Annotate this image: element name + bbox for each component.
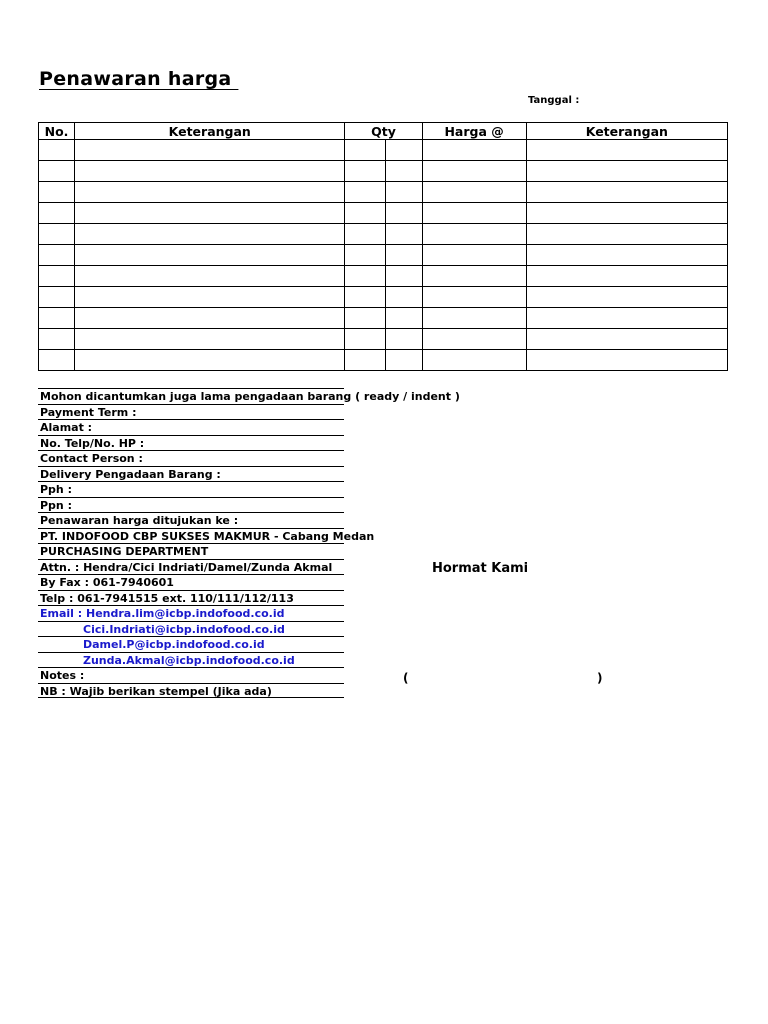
table-row: [39, 287, 728, 308]
table-cell: [345, 266, 386, 287]
table-cell: [345, 161, 386, 182]
page-title: Penawaran harga: [39, 68, 239, 90]
table-row: [39, 161, 728, 182]
telp-line: Telp : 061-7941515 ext. 110/111/112/113: [38, 590, 344, 606]
table-cell: [422, 266, 526, 287]
signature-close-paren: ): [597, 671, 603, 685]
table-cell: [422, 161, 526, 182]
table-cell: [386, 245, 422, 266]
table-cell: [75, 224, 345, 245]
contact-person-field: Contact Person :: [38, 450, 344, 466]
table-cell: [39, 329, 75, 350]
table-cell: [386, 161, 422, 182]
table-row: [39, 224, 728, 245]
table-cell: [39, 350, 75, 371]
table-row: [39, 182, 728, 203]
table-cell: [75, 329, 345, 350]
payment-term-field: Payment Term :: [38, 404, 344, 420]
table-cell: [345, 224, 386, 245]
table-cell: [422, 287, 526, 308]
table-cell: [345, 329, 386, 350]
email-link-damel[interactable]: Damel.P@icbp.indofood.co.id: [83, 638, 265, 651]
table-cell: [75, 287, 345, 308]
table-cell: [526, 224, 727, 245]
email-link-cici[interactable]: Cici.Indriati@icbp.indofood.co.id: [83, 622, 285, 636]
info-section: [38, 388, 460, 698]
table-cell: [75, 161, 345, 182]
table-cell: [526, 245, 727, 266]
table-cell: [526, 329, 727, 350]
table-cell: [386, 182, 422, 203]
table-cell: [526, 161, 727, 182]
header-no: No.: [39, 123, 75, 140]
table-cell: [75, 308, 345, 329]
table-cell: [422, 245, 526, 266]
table-row: [39, 308, 728, 329]
email-link-hendra[interactable]: Email : Hendra.lim@icbp.indofood.co.id: [40, 607, 285, 620]
table-cell: [345, 182, 386, 203]
header-keterangan-2: Keterangan: [526, 123, 727, 140]
table-row: [39, 350, 728, 371]
email-line: [38, 636, 344, 652]
table-cell: [345, 245, 386, 266]
table-cell: [75, 203, 345, 224]
notes-field: Notes :: [38, 667, 344, 683]
table-cell: [386, 203, 422, 224]
ppn-field: Ppn :: [38, 497, 344, 513]
table-cell: [345, 350, 386, 371]
email-line: [38, 652, 344, 668]
table-cell: [39, 266, 75, 287]
table-cell: [75, 182, 345, 203]
table-cell: [422, 224, 526, 245]
table-cell: [75, 266, 345, 287]
table-cell: [75, 245, 345, 266]
table-cell: [39, 224, 75, 245]
table-cell: [39, 287, 75, 308]
table-cell: [422, 182, 526, 203]
table-body: [39, 140, 728, 371]
table-cell: [345, 287, 386, 308]
nb-line: NB : Wajib berikan stempel (Jika ada): [38, 683, 344, 699]
addressed-to-label: Penawaran harga ditujukan ke :: [38, 512, 344, 528]
table-cell: [39, 308, 75, 329]
table-row: [39, 203, 728, 224]
table-cell: [75, 350, 345, 371]
table-cell: [386, 140, 422, 161]
table-cell: [39, 161, 75, 182]
table-cell: [422, 308, 526, 329]
pph-field: Pph :: [38, 481, 344, 497]
table-cell: [526, 140, 727, 161]
closing-greeting: Hormat Kami: [432, 561, 529, 576]
table-cell: [526, 287, 727, 308]
table-cell: [39, 182, 75, 203]
table-row: [39, 245, 728, 266]
header-keterangan: Keterangan: [75, 123, 345, 140]
attention-line: Attn. : Hendra/Cici Indriati/Damel/Zunda Akmal: [38, 559, 344, 575]
quotation-table: [38, 122, 728, 371]
table-cell: [386, 224, 422, 245]
table-cell: [345, 203, 386, 224]
table-row: [39, 266, 728, 287]
table-cell: [345, 308, 386, 329]
table-cell: [422, 350, 526, 371]
table-cell: [386, 329, 422, 350]
table-cell: [526, 203, 727, 224]
department-name: PURCHASING DEPARTMENT: [38, 543, 344, 559]
table-row: [39, 140, 728, 161]
info-line: Mohon dicantumkan juga lama pengadaan barang ( ready / indent ): [40, 390, 460, 403]
table-cell: [39, 203, 75, 224]
table-cell: [386, 350, 422, 371]
company-name: PT. INDOFOOD CBP SUKSES MAKMUR - Cabang Medan: [40, 529, 375, 543]
email-line: [38, 605, 344, 621]
header-harga: Harga @: [422, 123, 526, 140]
table-cell: [386, 266, 422, 287]
table-cell: [39, 245, 75, 266]
signature-open-paren: (: [403, 671, 409, 685]
email-line: [38, 621, 344, 637]
table-cell: [526, 308, 727, 329]
table-cell: [422, 329, 526, 350]
table-cell: [422, 203, 526, 224]
email-link-zunda[interactable]: Zunda.Akmal@icbp.indofood.co.id: [83, 653, 295, 667]
table-header-row: [39, 123, 728, 140]
table-cell: [75, 140, 345, 161]
fax-line: By Fax : 061-7940601: [38, 574, 344, 590]
table-cell: [386, 308, 422, 329]
alamat-field: Alamat :: [38, 419, 344, 435]
header-qty: Qty: [345, 123, 422, 140]
table-cell: [526, 182, 727, 203]
table-cell: [345, 140, 386, 161]
phone-field: No. Telp/No. HP :: [38, 435, 344, 451]
table-cell: [386, 287, 422, 308]
date-label: Tanggal :: [528, 95, 580, 106]
table-cell: [526, 350, 727, 371]
table-cell: [422, 140, 526, 161]
table-cell: [526, 266, 727, 287]
delivery-field: Delivery Pengadaan Barang :: [38, 466, 344, 482]
table-row: [39, 329, 728, 350]
table-cell: [39, 140, 75, 161]
